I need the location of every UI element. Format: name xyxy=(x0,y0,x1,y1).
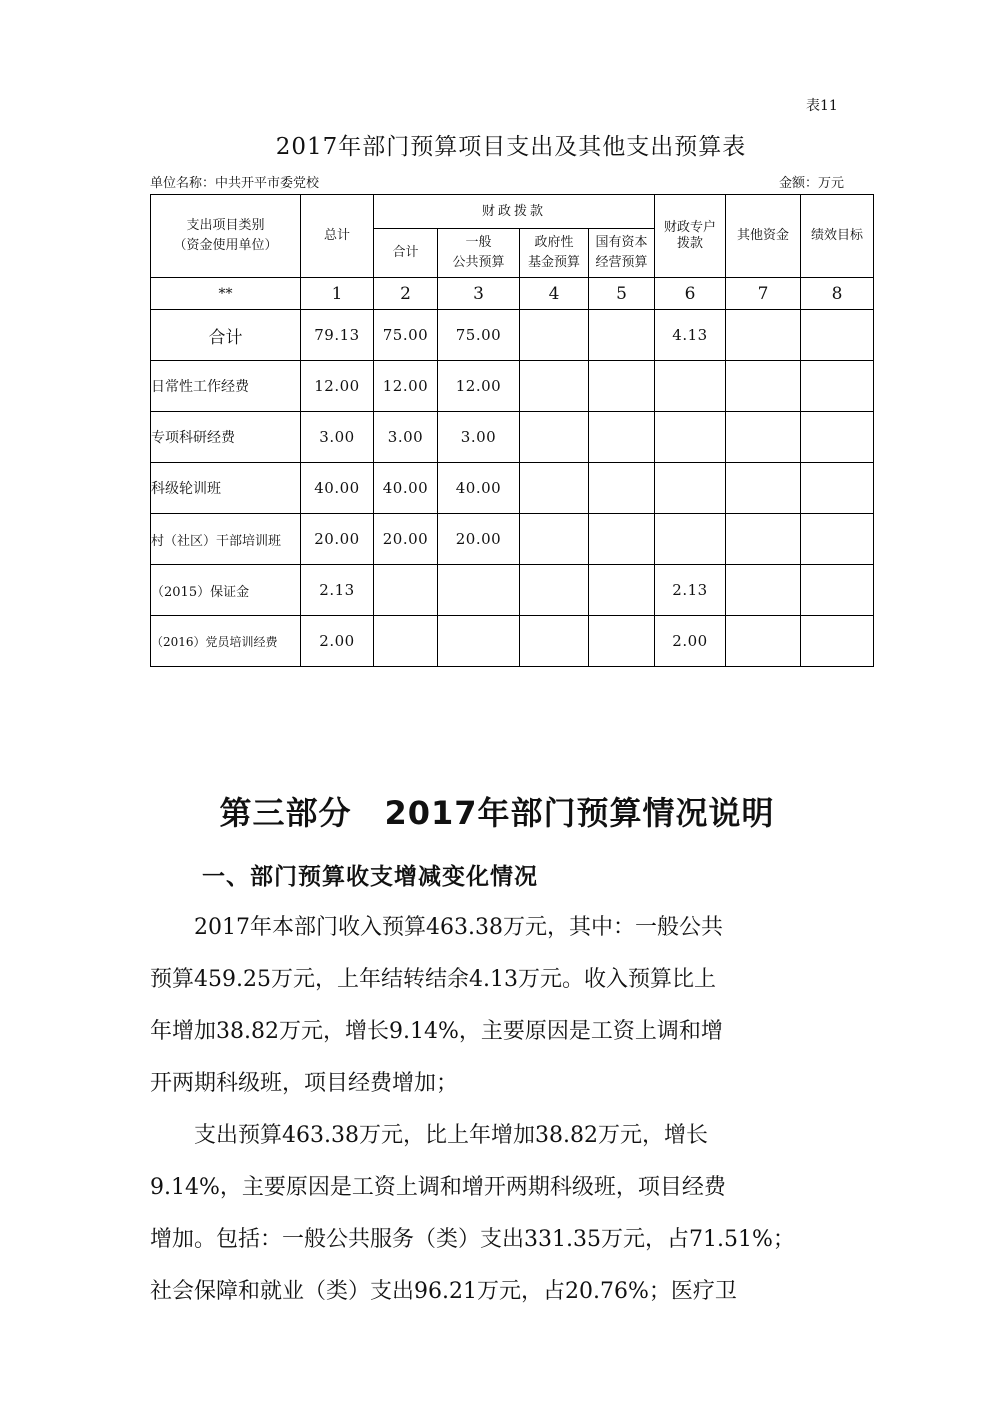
cell-total: 12.00 xyxy=(301,361,374,412)
table-row xyxy=(151,463,874,514)
cell-gov-fund xyxy=(520,310,589,361)
cell-fiscal-total: 75.00 xyxy=(374,310,438,361)
index-cell: 1 xyxy=(301,278,374,310)
paragraph-line: 增加。包括：一般公共服务（类）支出331.35万元，占71.51%； xyxy=(150,1227,795,1252)
amount-unit: 金额：万元 xyxy=(778,176,844,191)
table-row xyxy=(151,361,874,412)
cell-other xyxy=(726,463,801,514)
cell-state-capital xyxy=(589,565,655,616)
unit-name: 单位名称：中共开平市委党校 xyxy=(150,176,320,191)
index-cell: 8 xyxy=(801,278,874,310)
cell-special xyxy=(655,514,726,565)
subsection-title: 一、部门预算收支增减变化情况 xyxy=(202,864,538,890)
row-name: 专项科研经费 xyxy=(151,412,301,463)
table-row xyxy=(151,616,874,667)
row-name: 日常性工作经费 xyxy=(151,361,301,412)
cell-fiscal-total xyxy=(374,565,438,616)
index-cell: ** xyxy=(151,278,301,310)
cell-state-capital xyxy=(589,463,655,514)
cell-other xyxy=(726,514,801,565)
paragraph-line: 9.14%，主要原因是工资上调和增开两期科级班，项目经费 xyxy=(150,1175,726,1200)
paragraph-line: 支出预算463.38万元，比上年增加38.82万元，增长 xyxy=(150,1123,708,1148)
paragraph-line: 年增加38.82万元，增长9.14%，主要原因是工资上调和增 xyxy=(150,1019,723,1044)
row-name: 村（社区）干部培训班 xyxy=(151,514,301,565)
cell-state-capital xyxy=(589,616,655,667)
cell-fiscal-total: 40.00 xyxy=(374,463,438,514)
table-title: 2017年部门预算项目支出及其他支出预算表 xyxy=(275,134,747,160)
header-total: 总计 xyxy=(301,195,374,278)
cell-performance xyxy=(801,514,874,565)
index-cell: 3 xyxy=(438,278,520,310)
cell-general: 3.00 xyxy=(438,412,520,463)
cell-other xyxy=(726,361,801,412)
index-cell: 6 xyxy=(655,278,726,310)
row-name: （2015）保证金 xyxy=(151,565,301,616)
cell-other xyxy=(726,412,801,463)
cell-gov-fund xyxy=(520,565,589,616)
header-special: 财政专户 拨款 xyxy=(655,195,726,278)
paragraph-line: 社会保障和就业（类）支出96.21万元，占20.76%；医疗卫 xyxy=(150,1279,737,1304)
cell-general: 75.00 xyxy=(438,310,520,361)
cell-gov-fund xyxy=(520,463,589,514)
cell-performance xyxy=(801,412,874,463)
cell-fiscal-total: 3.00 xyxy=(374,412,438,463)
cell-gov-fund xyxy=(520,361,589,412)
paragraph-line: 开两期科级班，项目经费增加； xyxy=(150,1071,459,1096)
cell-general xyxy=(438,616,520,667)
cell-total: 40.00 xyxy=(301,463,374,514)
cell-other xyxy=(726,616,801,667)
unit-row xyxy=(150,172,844,192)
cell-special: 4.13 xyxy=(655,310,726,361)
budget-table xyxy=(150,194,874,667)
index-cell: 7 xyxy=(726,278,801,310)
header-category: 支出项目类别 （资金使用单位） xyxy=(151,195,301,278)
paragraph-expenditure xyxy=(150,1110,844,1318)
header-performance: 绩效目标 xyxy=(801,195,874,278)
index-cell: 2 xyxy=(374,278,438,310)
cell-performance xyxy=(801,463,874,514)
index-row xyxy=(151,278,874,310)
cell-fiscal-total: 12.00 xyxy=(374,361,438,412)
cell-total: 2.13 xyxy=(301,565,374,616)
table-row xyxy=(151,310,874,361)
cell-special: 2.13 xyxy=(655,565,726,616)
cell-total: 79.13 xyxy=(301,310,374,361)
paragraph-income xyxy=(150,902,844,1110)
header-fiscal: 财政拨款 xyxy=(374,195,655,229)
header-other: 其他资金 xyxy=(726,195,801,278)
table-row xyxy=(151,412,874,463)
cell-total: 2.00 xyxy=(301,616,374,667)
index-cell: 4 xyxy=(520,278,589,310)
section-title: 第三部分 2017年部门预算情况说明 xyxy=(219,794,775,832)
cell-general: 12.00 xyxy=(438,361,520,412)
table-row xyxy=(151,514,874,565)
cell-total: 20.00 xyxy=(301,514,374,565)
cell-gov-fund xyxy=(520,412,589,463)
cell-special xyxy=(655,463,726,514)
header-state-capital: 国有资本 经营预算 xyxy=(589,229,655,278)
cell-general: 40.00 xyxy=(438,463,520,514)
cell-special: 2.00 xyxy=(655,616,726,667)
row-name: （2016）党员培训经费 xyxy=(151,616,301,667)
paragraph-line: 2017年本部门收入预算463.38万元，其中：一般公共 xyxy=(150,915,723,940)
cell-general xyxy=(438,565,520,616)
header-general: 一般 公共预算 xyxy=(438,229,520,278)
cell-fiscal-total: 20.00 xyxy=(374,514,438,565)
header-fiscal-total: 合计 xyxy=(374,229,438,278)
cell-state-capital xyxy=(589,412,655,463)
row-name: 合计 xyxy=(151,310,301,361)
cell-general: 20.00 xyxy=(438,514,520,565)
table-number: 表11 xyxy=(806,98,838,114)
cell-other xyxy=(726,565,801,616)
paragraph-line: 预算459.25万元，上年结转结余4.13万元。收入预算比上 xyxy=(150,967,716,992)
cell-gov-fund xyxy=(520,616,589,667)
index-cell: 5 xyxy=(589,278,655,310)
cell-special xyxy=(655,361,726,412)
cell-fiscal-total xyxy=(374,616,438,667)
cell-gov-fund xyxy=(520,514,589,565)
row-name: 科级轮训班 xyxy=(151,463,301,514)
header-gov-fund: 政府性 基金预算 xyxy=(520,229,589,278)
cell-state-capital xyxy=(589,310,655,361)
cell-special xyxy=(655,412,726,463)
cell-performance xyxy=(801,310,874,361)
cell-performance xyxy=(801,361,874,412)
cell-performance xyxy=(801,616,874,667)
cell-total: 3.00 xyxy=(301,412,374,463)
cell-state-capital xyxy=(589,361,655,412)
cell-state-capital xyxy=(589,514,655,565)
table-row xyxy=(151,565,874,616)
cell-other xyxy=(726,310,801,361)
cell-performance xyxy=(801,565,874,616)
